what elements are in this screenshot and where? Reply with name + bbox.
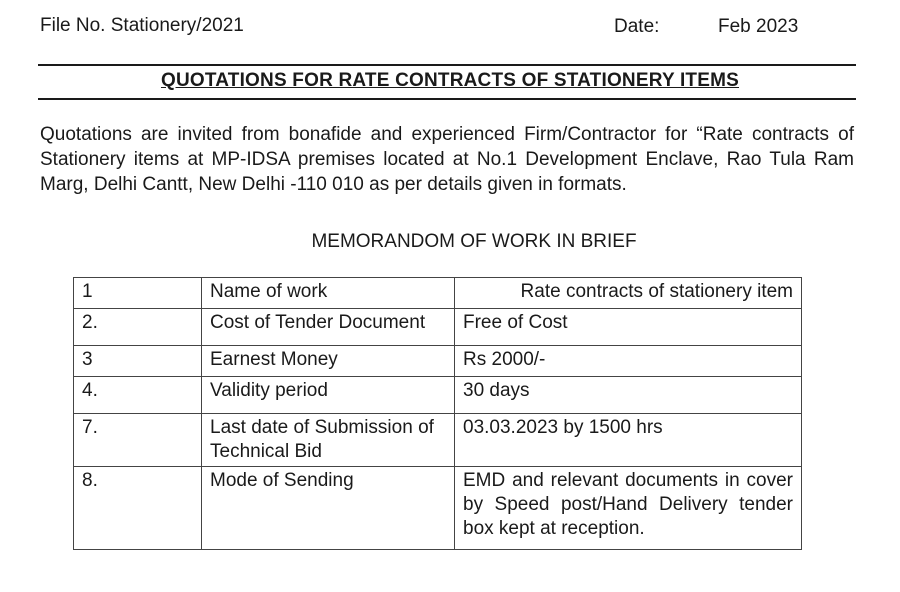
row-item: Cost of Tender Document	[202, 309, 455, 346]
row-item: Mode of Sending	[202, 467, 455, 550]
row-number: 8.	[74, 467, 202, 550]
row-number: 7.	[74, 414, 202, 467]
row-number: 2.	[74, 309, 202, 346]
row-item: Name of work	[202, 278, 455, 309]
title-rule-top	[38, 64, 856, 66]
table-row	[74, 309, 802, 346]
row-value: 30 days	[455, 377, 802, 414]
row-item: Earnest Money	[202, 346, 455, 377]
row-value: Free of Cost	[455, 309, 802, 346]
title-rule-bottom	[38, 98, 856, 100]
table-row	[74, 346, 802, 377]
intro-paragraph: Quotations are invited from bonafide and experienced Firm/Contractor for “Rate contracts of Stationery items at MP-IDSA premises located at No.1 Development Enclave, Rao Tula Ram Marg, Delhi Cantt, New Delhi -110 010 as per details given in formats.	[40, 124, 854, 195]
memo-heading: MEMORANDOM OF WORK IN BRIEF	[311, 231, 637, 252]
row-number: 4.	[74, 377, 202, 414]
document-title: QUOTATIONS FOR RATE CONTRACTS OF STATIONERY ITEMS	[160, 70, 740, 91]
work-brief-table	[73, 277, 802, 550]
row-value: EMD and relevant documents in cover by Speed post/Hand Delivery tender box kept at reception.	[455, 467, 802, 550]
date-value: Feb 2023	[718, 16, 799, 37]
date-label: Date:	[614, 16, 660, 37]
row-number: 1	[74, 278, 202, 309]
row-item: Validity period	[202, 377, 455, 414]
table-row	[74, 377, 802, 414]
row-value: Rs 2000/-	[455, 346, 802, 377]
table-row	[74, 278, 802, 309]
row-value: Rate contracts of stationery item	[455, 278, 802, 309]
table-row	[74, 467, 802, 550]
row-number: 3	[74, 346, 202, 377]
row-value: 03.03.2023 by 1500 hrs	[455, 414, 802, 467]
file-number: File No. Stationery/2021	[40, 15, 244, 36]
row-item: Last date of Submission of Technical Bid	[202, 414, 455, 467]
table-row	[74, 414, 802, 467]
